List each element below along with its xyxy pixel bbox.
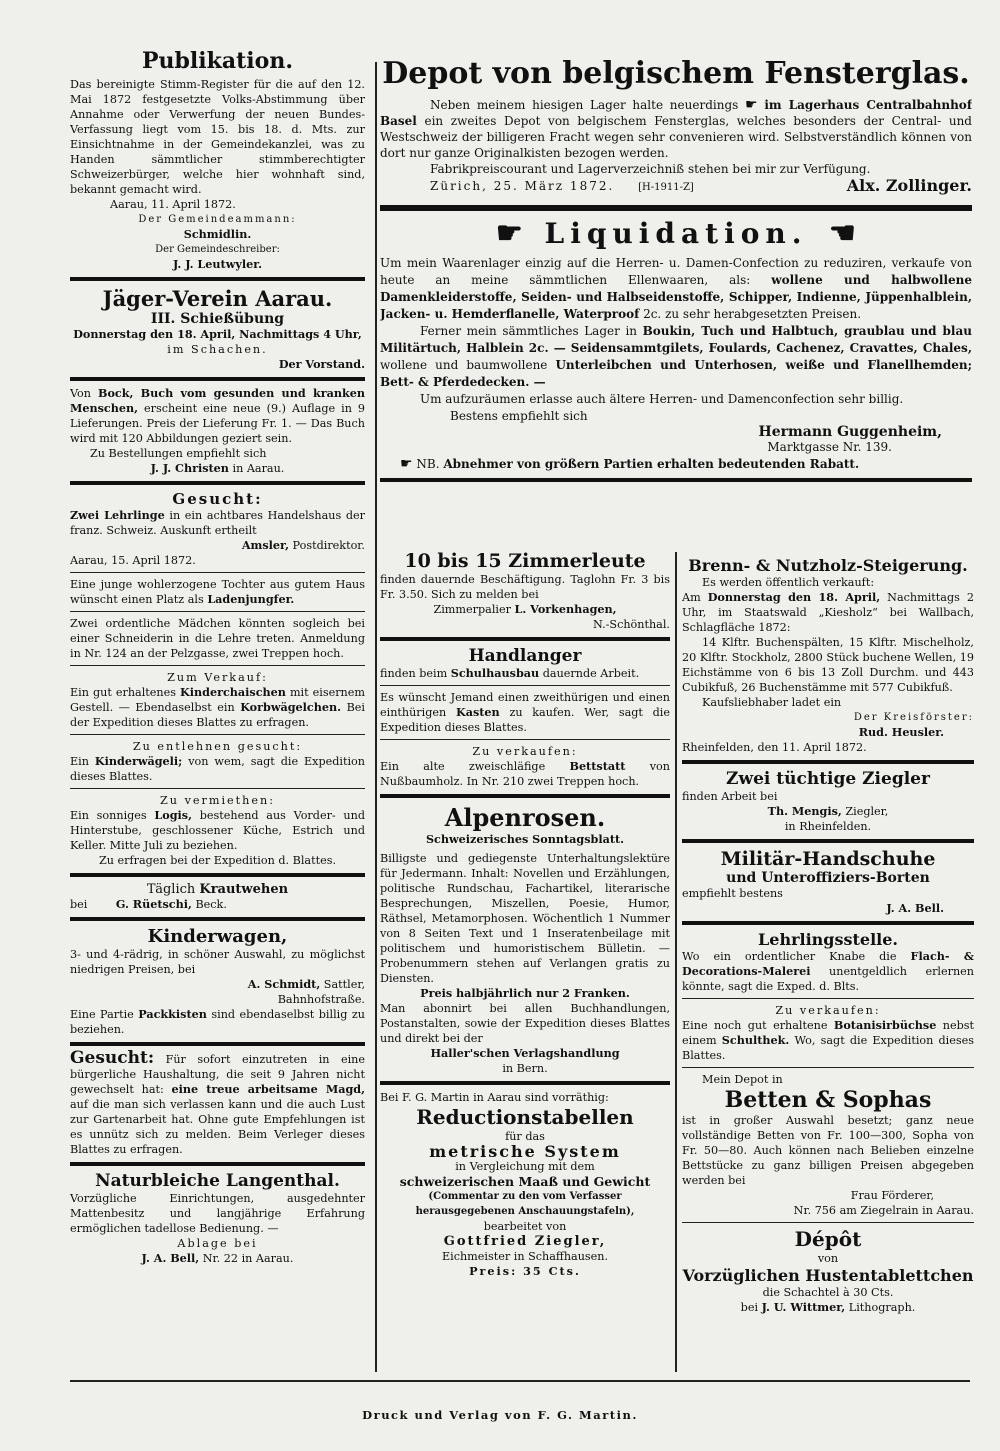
ad-price: Preis halbjährlich nur 2 Franken. bbox=[420, 986, 630, 1000]
ad-lead: Donnerstag den 18. April, bbox=[707, 590, 881, 604]
ad-text: bei bbox=[740, 1301, 759, 1314]
ad-title: Militär-Handschuhe bbox=[720, 848, 936, 870]
ad-text: Fabrikpreiscourant und Lagerverzeichniß stehen bei mir zur Verfügung. bbox=[430, 162, 871, 176]
ad-text: Ein bbox=[70, 755, 89, 768]
ad-text: Eine Partie bbox=[70, 1008, 134, 1021]
ad-text: sind ebendaselbst billig zu beziehen. bbox=[70, 1008, 365, 1036]
ad-reductionstabellen bbox=[380, 1090, 670, 1279]
ad-text: Vorzügliche Einrichtungen, ausgedehnter Mattenbesitz und langjährige Erfahrung ermöglichen tadellose Bedienung. — bbox=[70, 1192, 365, 1235]
ad-date: Aarau, 15. April 1872. bbox=[70, 554, 196, 567]
ad-alpenrosen bbox=[380, 803, 670, 1076]
ad-maedchen bbox=[70, 616, 365, 661]
ad-text: für das bbox=[505, 1130, 545, 1143]
ad-signature: Frau Förderer, bbox=[850, 1189, 934, 1202]
ad-text: von Nußbaumholz. In Nr. 210 zwei Treppen hoch. bbox=[380, 760, 670, 788]
ad-text: erscheint eine neue (9.) Auflage in 9 Lieferungen. Preis der Lieferung Fr. 1. — Das Buch wird mit 120 Abbildungen geziert sein. bbox=[70, 402, 365, 445]
ad-text: Nr. 756 am Ziegelrain in Aarau. bbox=[793, 1204, 974, 1217]
ad-author: Gottfried Ziegler, bbox=[443, 1234, 607, 1249]
ad-text: Täglich bbox=[146, 882, 196, 897]
ad-text: Wo, sagt die Expedition dieses Blattes. bbox=[682, 1034, 974, 1062]
ad-when: Donnerstag den 18. April, Nachmittags 4 Uhr, bbox=[73, 327, 362, 341]
ad-text: Billigste und gediegenste Unterhaltungslektüre für Jedermann. Inhalt: Novellen und Erzählungen, politische Rundschau, Fachartikel, literarische Besprechungen, Miszellen, Poesie, Humor, Räthsel, Metamorphosen. Wöchentlich 1 Nummer von 8 Seiten Text und 1 Inseratenbeilage mit politischem und humoristischem Bülletin. — Probenummern stehen auf Verlangen gratis zu Diensten. bbox=[380, 852, 670, 985]
ad-title: Zum Verkauf: bbox=[167, 671, 268, 684]
divider bbox=[682, 1222, 974, 1223]
ad-lead: Abnehmer von größern Partien erhalten bedeutenden Rabatt. bbox=[443, 457, 860, 471]
ad-title: Zu verkaufen: bbox=[775, 1004, 881, 1017]
ad-title: Kinderwagen, bbox=[147, 926, 288, 947]
ad-title: Lehrlingsstelle. bbox=[758, 930, 898, 949]
ad-text: 14 Klftr. Buchenspälten, 15 Klftr. Mischelholz, 20 Klftr. Stockholz, 2800 Stück buchene Wellen, 19 Eichstämme von 6 bis 13 Zoll Durchm. und 443 Cubikfuß, 26 Buchenstämme mit 577 Cubikfuß. bbox=[682, 636, 974, 694]
ad-role: Der Kreisförster: bbox=[853, 712, 974, 723]
divider bbox=[70, 611, 365, 612]
ad-text: Es wünscht Jemand einen zweithürigen und einen einthürigen bbox=[380, 691, 670, 719]
ad-text: Man abonnirt bei allen Buchhandlungen, Postanstalten, sowie der Expedition dieses Blattes und direkt bei der bbox=[380, 1002, 670, 1045]
divider bbox=[682, 760, 974, 764]
ad-title: Brenn- & Nutzholz-Steigerung. bbox=[688, 556, 968, 575]
ad-text: Zu erfragen bei der Expedition d. Blattes. bbox=[98, 854, 337, 867]
ad-text: Es werden öffentlich verkauft: bbox=[702, 576, 875, 589]
ad-lead: Flach- & Decorations-Malerei bbox=[682, 949, 974, 978]
ad-depot-fensterglas bbox=[380, 56, 972, 197]
ad-text: Um aufzuräumen erlasse auch ältere Herren- und Damenconfection sehr billig. bbox=[420, 392, 904, 406]
ad-lead: im Lagerhaus Centralbahnhof Basel bbox=[380, 98, 972, 128]
ad-subtitle: Schweizerisches Sonntagsblatt. bbox=[425, 832, 625, 846]
ad-text: von bbox=[817, 1252, 839, 1265]
ad-lehrlingsstelle bbox=[682, 930, 974, 994]
ad-brennholz bbox=[682, 556, 974, 755]
ad-text: Ein gut erhaltenes bbox=[70, 686, 176, 699]
divider bbox=[380, 685, 670, 686]
ad-text: auf die man sich verlassen kann und die auch Lust zur Gartenarbeit hat. Ohne gute Empfehlungen ist es unnütz sich zu melden. Beim Verleger dieses Blattes zu erfragen. bbox=[70, 1098, 365, 1156]
divider bbox=[70, 917, 365, 921]
ad-text: Bei F. G. Martin in Aarau sind vorräthig: bbox=[380, 1091, 609, 1104]
ad-title: Gesucht: bbox=[70, 1048, 155, 1068]
ad-title: Reductionstabellen bbox=[416, 1105, 634, 1129]
ad-kasten bbox=[380, 690, 670, 735]
ad-title: Liquidation. bbox=[544, 217, 808, 250]
ad-text: Von bbox=[70, 387, 91, 400]
ad-publisher: Haller'schen Verlagshandlung bbox=[430, 1046, 620, 1060]
pointing-hand-icon: ☛ bbox=[745, 97, 758, 113]
ad-zimmerleute bbox=[380, 550, 670, 632]
divider bbox=[380, 1081, 670, 1085]
ad-betten bbox=[682, 1072, 974, 1218]
ad-subtitle: und Unteroffiziers-Borten bbox=[726, 870, 930, 886]
ad-text: von wem, sagt die Expedition dieses Blattes. bbox=[70, 755, 365, 783]
ad-lead: Zwei Lehrlinge bbox=[70, 508, 165, 522]
middle-column bbox=[380, 550, 670, 1282]
ad-text: Marktgasse Nr. 139. bbox=[767, 440, 892, 454]
ad-text: ist in großer Auswahl besetzt; ganz neue vollständige Betten von Fr. 100—300, Sopha von Fr. 50—80. Auch können nach Belieben einzelne Bettstücke zu ganz billigen Preisen abgegeben werden bei bbox=[682, 1114, 974, 1187]
footer-rule bbox=[70, 1380, 970, 1382]
divider bbox=[70, 572, 365, 573]
divider bbox=[70, 377, 365, 381]
ad-text: zu kaufen. Wer, sagt die Expedition dieses Blattes. bbox=[380, 706, 670, 734]
pointing-hand-right-icon: ☛ bbox=[495, 216, 529, 251]
ad-signature: Schmidlin. bbox=[183, 227, 252, 241]
ad-lead: Packkisten bbox=[138, 1007, 207, 1021]
divider bbox=[70, 788, 365, 789]
ad-entlehnen bbox=[70, 739, 365, 784]
right-column bbox=[682, 556, 974, 1318]
ad-title: Zu vermiethen: bbox=[160, 794, 275, 807]
ad-text: die Schachtel à 30 Cts. bbox=[762, 1286, 894, 1299]
ad-text: Eine junge wohlerzogene Tochter aus gutem Haus wünscht einen Platz als bbox=[70, 578, 365, 606]
divider bbox=[70, 665, 365, 666]
ad-date: Aarau, 11. April 1872. bbox=[110, 198, 236, 211]
imprint-footer: Druck und Verlag von F. G. Martin. bbox=[362, 1408, 638, 1422]
ad-naturbleiche bbox=[70, 1171, 365, 1266]
ad-militaer bbox=[682, 848, 974, 916]
ad-title: Handlanger bbox=[468, 646, 582, 666]
ad-text: finden dauernde Beschäftigung. Taglohn Fr. 3 bis Fr. 3.50. Sich zu melden bei bbox=[380, 573, 670, 601]
ad-subtitle: schweizerischen Maaß und Gewicht bbox=[399, 1174, 651, 1189]
ad-text: 3- und 4-rädrig, in schöner Auswahl, zu möglichst niedrigen Preisen, bei bbox=[70, 948, 365, 976]
ad-text: in ein achtbares Handelshaus der franz. Schweiz. Auskunft ertheilt bbox=[70, 509, 365, 537]
ad-text: bestehend aus Vorder- und Hinterstube, geschlossener Küche, Estrich und Keller. Mitte Juli zu beziehen. bbox=[70, 809, 365, 852]
divider bbox=[682, 998, 974, 999]
ad-title: Dépôt bbox=[794, 1227, 862, 1251]
ad-text: wollene und baumwollene bbox=[380, 358, 548, 372]
divider bbox=[380, 637, 670, 641]
ad-price: Preis: 35 Cts. bbox=[469, 1264, 581, 1278]
divider bbox=[682, 1067, 974, 1068]
ad-lead: wollene und halbwollene Damenkleiderstoffe, Seiden- und Halbseidenstoffe, Schipper, Indienne, Jüppenhalblein, Jacken- u. Hemderflanelle, Waterproof bbox=[380, 273, 972, 321]
ad-lead: Bock, Buch vom gesunden und kranken Menschen, bbox=[70, 386, 365, 415]
ad-lead: Krautwehen bbox=[199, 882, 289, 897]
ad-lead: Logis, bbox=[154, 808, 193, 822]
ad-text: Bahnhofstraße. bbox=[277, 993, 365, 1006]
ad-title: Zwei tüchtige Ziegler bbox=[726, 769, 930, 789]
ad-gesucht-lehrlinge bbox=[70, 490, 365, 568]
ad-text: in Bern. bbox=[502, 1062, 548, 1075]
ad-title: Depot von belgischem Fensterglas. bbox=[382, 56, 970, 91]
ad-text: nebst einem bbox=[682, 1019, 974, 1047]
ad-gesucht-magd bbox=[70, 1048, 365, 1157]
ad-text: Mein Depot in bbox=[702, 1073, 783, 1086]
ad-signature: G. Rüetschi, bbox=[115, 897, 192, 911]
ad-text: 2c. zu sehr herabgesetzten Preisen. bbox=[643, 307, 862, 321]
ad-date: Rheinfelden, den 11. April 1872. bbox=[682, 741, 867, 754]
ad-role: Der Gemeindeschreiber: bbox=[155, 244, 280, 255]
column-rule-right bbox=[675, 552, 677, 1372]
ad-text: in Vergleichung mit dem bbox=[455, 1160, 595, 1173]
divider bbox=[682, 921, 974, 925]
ad-signature: J. A. Bell. bbox=[886, 901, 944, 915]
ad-signature: Rud. Heusler. bbox=[858, 725, 944, 739]
ad-lead: Unterleibchen und Unterhosen, weiße und Flanellhemden; Bett- & Pferdedecken. — bbox=[380, 358, 972, 389]
ad-lead: Kinderchaischen bbox=[180, 685, 286, 699]
ad-botanisir bbox=[682, 1003, 974, 1063]
ad-tochter bbox=[70, 577, 365, 607]
ad-title: Jäger-Verein Aarau. bbox=[102, 286, 333, 311]
divider bbox=[70, 1162, 365, 1166]
divider bbox=[380, 794, 670, 798]
ad-text: Neben meinem hiesigen Lager halte neuerdings bbox=[430, 98, 739, 112]
ad-text: mit eisernem Gestell. — Ebendaselbst ein bbox=[70, 686, 365, 714]
ad-lead: Schulhausbau bbox=[450, 666, 540, 680]
ad-title: Alpenrosen. bbox=[444, 803, 606, 832]
ad-vermiethen bbox=[70, 793, 365, 868]
ad-liquidation bbox=[380, 216, 972, 473]
ad-hustentabletten bbox=[682, 1227, 974, 1315]
ad-text: ein zweites Depot von belgischem Fensterglas, welches besonders der Central- und Westschweiz der billigeren Fracht wegen sehr convenieren wird. Selbstverständlich können von dort nur ganze Originalkisten bezogen werden. bbox=[380, 114, 972, 160]
ad-signature: L. Vorkenhagen, bbox=[514, 602, 617, 616]
divider bbox=[380, 205, 972, 211]
ad-text: (Commentar zu den vom Verfasser herausgegebenen Anschauungstafeln), bbox=[415, 1191, 635, 1217]
divider bbox=[70, 734, 365, 735]
divider bbox=[70, 873, 365, 877]
ad-signature: Th. Mengis, bbox=[767, 804, 842, 818]
divider bbox=[70, 1042, 365, 1046]
ad-code: [H-1911-Z] bbox=[638, 182, 694, 193]
ad-text: empfiehlt bestens bbox=[682, 887, 783, 900]
ad-text: Ziegler, bbox=[845, 805, 889, 818]
ad-jaeger bbox=[70, 286, 365, 372]
ad-lead: Kasten bbox=[455, 705, 500, 719]
ad-title: 10 bis 15 Zimmerleute bbox=[404, 550, 646, 572]
ad-signature: J. J. Christen bbox=[150, 461, 229, 475]
ad-signature: Amsler, bbox=[241, 538, 289, 552]
ad-text: dauernde Arbeit. bbox=[542, 667, 640, 680]
ad-text: bei bbox=[70, 898, 88, 911]
ad-lead: eine treue arbeitsame Magd, bbox=[171, 1082, 365, 1096]
ad-text: Lithograph. bbox=[848, 1301, 916, 1314]
right-wide-section bbox=[380, 48, 972, 548]
column-rule-left bbox=[375, 62, 377, 1372]
ad-text: Eichmeister in Schaffhausen. bbox=[441, 1250, 609, 1263]
ad-text: finden Arbeit bei bbox=[682, 790, 778, 803]
ad-text: Bei der Expedition dieses Blattes zu erfragen. bbox=[70, 701, 365, 729]
ad-lead: Ladenjungfer. bbox=[207, 592, 295, 606]
ad-text: Eine noch gut erhaltene bbox=[682, 1019, 828, 1032]
ad-text: Am bbox=[682, 591, 701, 604]
ad-text: finden beim bbox=[380, 667, 448, 680]
ad-kinderwagen bbox=[70, 926, 365, 1037]
ad-text: Für sofort einzutreten in eine bürgerliche Haushaltung, die seit 9 Jahren nicht gewechselt hat: bbox=[70, 1053, 365, 1096]
ad-verkauf bbox=[70, 670, 365, 730]
ad-title: Gesucht: bbox=[172, 490, 263, 508]
ad-text: Postdirektor. bbox=[292, 539, 365, 552]
ad-text: Sattler, bbox=[323, 978, 365, 991]
ad-subtitle: metrische System bbox=[429, 1142, 621, 1161]
ad-lead: Botanisirbüchse bbox=[833, 1018, 937, 1032]
ad-kraut bbox=[70, 882, 365, 912]
ad-text: bearbeitet von bbox=[483, 1220, 567, 1233]
divider bbox=[682, 839, 974, 843]
ad-signature: A. Schmidt, bbox=[247, 977, 321, 991]
ad-title: Zu verkaufen: bbox=[472, 745, 578, 758]
ad-ziegler bbox=[682, 769, 974, 834]
divider bbox=[380, 478, 972, 482]
ad-text: Zwei ordentliche Mädchen könnten sogleich bei einer Schneiderin in die Lehre treten. Anmeldung in Nr. 124 an der Pelzgasse, zwei Treppen hoch. bbox=[70, 617, 365, 660]
ad-text: in Rheinfelden. bbox=[784, 820, 872, 833]
ad-lead: Kinderwägeli; bbox=[94, 754, 183, 768]
ad-where: im Schachen. bbox=[167, 343, 268, 356]
ad-handlanger bbox=[380, 646, 670, 681]
ad-text: Zu Bestellungen empfiehlt sich bbox=[90, 447, 267, 460]
ad-text: Ferner mein sämmtliches Lager in bbox=[420, 324, 638, 338]
ad-text: Wo ein ordentlicher Knabe die bbox=[682, 950, 897, 963]
ad-signature: J. A. Bell, bbox=[141, 1251, 200, 1265]
ad-text: Nachmittags 2 Uhr, im Staatswald „Kiesholz“ bei Wallbach, Schlagfläche 1872: bbox=[682, 591, 974, 634]
divider bbox=[380, 739, 670, 740]
pointing-hand-icon: ☛ bbox=[400, 456, 413, 472]
ad-lead: Korbwägelchen. bbox=[240, 700, 342, 714]
ad-title: Publikation. bbox=[142, 48, 293, 74]
ad-signature: Der Vorstand. bbox=[278, 357, 365, 371]
ad-text: Nr. 22 in Aarau. bbox=[202, 1252, 294, 1265]
ad-subtitle: III. Schießübung bbox=[150, 311, 285, 327]
ad-bettstatt bbox=[380, 744, 670, 789]
ad-text: in Aarau. bbox=[232, 462, 285, 475]
ad-title: Zu entlehnen gesucht: bbox=[132, 740, 303, 753]
ad-text: NB. bbox=[416, 457, 440, 471]
ad-body: Das bereinigte Stimm-Register für die auf den 12. Mai 1872 festgesetzte Volks-Abstimmung über Annahme oder Verwerfung der neuen Bundes-Verfassung liegt vom 15. bis 18. d. Mts. zur Einsichtnahme in der Gemeindekanzlei, was zu Handen sämmtlicher stimmberechtigter Schweizerbürger, welche hier wohnhaft sind, bekannt gemacht wird. bbox=[70, 78, 365, 196]
ad-lead: Boukin, Tuch und Halbtuch, graublau und blau Militärtuch, Halblein 2c. — Seidensammtgilets, Foulards, Cachenez, Cravattes, Chales, bbox=[380, 324, 972, 355]
ad-signature: Alx. Zollinger. bbox=[846, 176, 972, 195]
ad-date: Zürich, 25. März 1872. bbox=[430, 179, 615, 193]
ad-signature: J. J. Leutwyler. bbox=[173, 257, 262, 271]
ad-role: Der Gemeindeammann: bbox=[138, 214, 297, 225]
ad-text: Ein sonniges bbox=[70, 809, 147, 822]
ad-text: Beck. bbox=[195, 898, 227, 911]
ad-bock bbox=[70, 386, 365, 476]
left-column bbox=[70, 48, 365, 1269]
ad-lead: Schulthek. bbox=[721, 1033, 790, 1047]
ad-signature: J. U. Wittmer, bbox=[761, 1300, 846, 1314]
ad-signature: Hermann Guggenheim, bbox=[758, 424, 942, 440]
ad-text: Um mein Waarenlager einzig auf die Herren- u. Damen-Confection zu reduziren, verkaufe von heute an meine sämmtlichen Ellenwaaren, als: bbox=[380, 256, 972, 287]
ad-text: Bestens empfiehlt sich bbox=[450, 409, 588, 423]
ad-lead: Bettstatt bbox=[569, 759, 626, 773]
divider bbox=[70, 277, 365, 281]
ad-subtitle: Vorzüglichen Hustentablettchen bbox=[682, 1266, 974, 1285]
ad-publikation bbox=[70, 48, 365, 272]
ad-text: Kaufsliebhaber ladet ein bbox=[702, 696, 842, 709]
ad-text: Ablage bei bbox=[177, 1237, 258, 1250]
divider bbox=[70, 481, 365, 485]
ad-title: Betten & Sophas bbox=[724, 1087, 932, 1113]
ad-text: Zimmerpalier bbox=[433, 603, 511, 616]
ad-text: unentgeldlich erlernen könnte, sagt die Exped. d. Blts. bbox=[682, 965, 974, 993]
ad-title: Naturbleiche Langenthal. bbox=[95, 1171, 340, 1191]
pointing-hand-left-icon: ☛ bbox=[823, 216, 857, 251]
ad-text: N.-Schönthal. bbox=[593, 618, 670, 631]
ad-text: Ein alte zweischläfige bbox=[380, 760, 546, 773]
